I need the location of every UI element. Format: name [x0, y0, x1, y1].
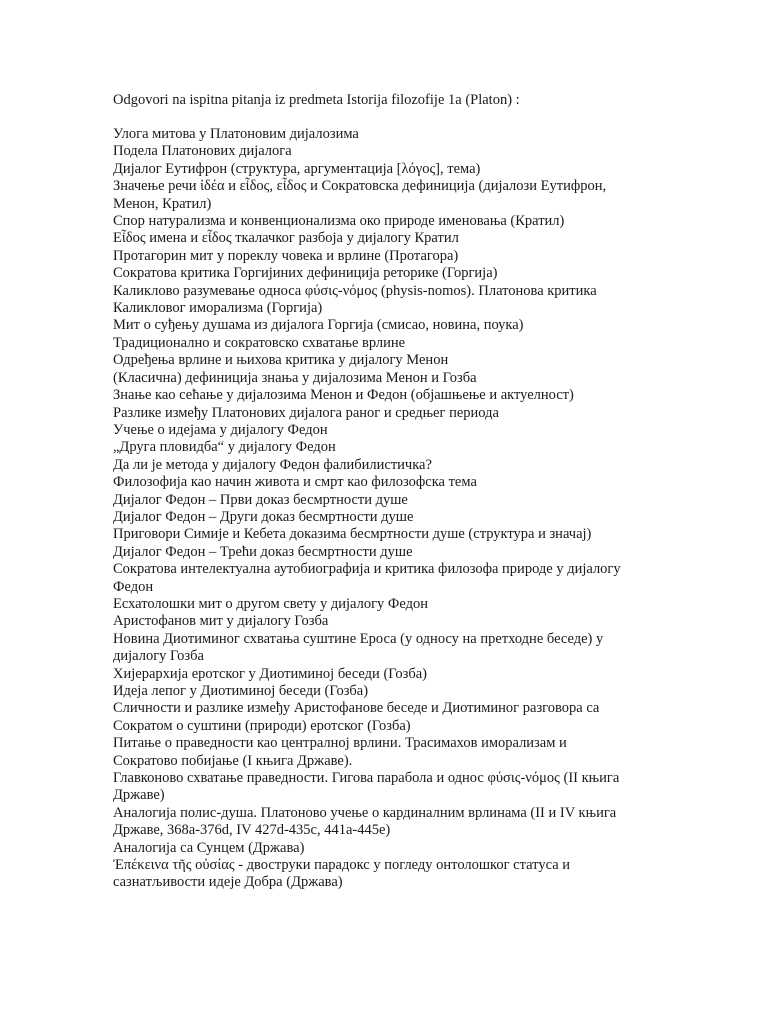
question-line: Знање као сећање у дијалозима Менон и Федон (објашњење и актуелност)	[113, 387, 574, 404]
exam-question	[113, 700, 673, 735]
exam-question	[113, 474, 673, 491]
question-line: Дијалог Еутифрон (структура, аргументација [λόγος], тема)	[113, 160, 481, 177]
exam-question	[113, 457, 673, 474]
question-line: Традиционално и сократовско схватање врлине	[113, 334, 406, 351]
question-line: Одређења врлине и њихова критика у дијалогу Менон	[113, 352, 449, 369]
question-line: Дијалог Федон – Први доказ бесмртности душе	[113, 491, 408, 508]
question-line: Каликлово разумевање односа φύσις-νόμος (physis-nomos). Платонова критика	[113, 282, 597, 299]
question-line: Новина Диотиминог схватања суштине Ероса (у односу на претходне беседе) у	[113, 630, 604, 647]
exam-question	[113, 213, 673, 230]
exam-question	[113, 805, 673, 840]
question-line: Аналогија са Сунцем (Држава)	[113, 839, 305, 856]
exam-question	[113, 770, 673, 805]
question-line: Главконово схватање праведности. Гигова парабола и однос φύσις-νόμος (II књига	[113, 770, 620, 787]
question-line: Значење речи ἰδέα и εἶδος, εἶδος и Сократовска дефиниција (дијалози Еутифрон,	[113, 178, 607, 195]
question-line: Државе)	[113, 787, 165, 804]
question-line: Менон, Кратил)	[113, 195, 212, 212]
question-line: Спор натурализма и конвенционализма око природе именовања (Кратил)	[113, 213, 565, 230]
question-line: Мит о суђењу душама из дијалога Горгија (смисао, новина, поука)	[113, 317, 524, 334]
exam-question	[113, 265, 673, 282]
question-line: Есхатолошки мит о другом свету у дијалогу Федон	[113, 595, 428, 612]
question-line: Εἶδος имена и εἶδος ткалачког разбоја у дијалогу Кратил	[113, 230, 459, 247]
exam-question	[113, 526, 673, 543]
exam-question	[113, 283, 673, 318]
exam-question	[113, 666, 673, 683]
exam-question	[113, 405, 673, 422]
question-line: Сократова интелектуална аутобиографија и критика филозофа природе у дијалогу	[113, 561, 621, 578]
question-line: Да ли је метода у дијалогу Федон фалибилистичка?	[113, 456, 432, 473]
exam-question	[113, 126, 673, 143]
question-line: Протагорин мит у пореклу човека и врлине (Протагора)	[113, 247, 459, 264]
exam-question	[113, 370, 673, 387]
exam-question	[113, 230, 673, 247]
question-line: (Класична) дефиниција знања у дијалозима Менон и Гозба	[113, 369, 477, 386]
exam-question	[113, 422, 673, 439]
question-line: Сократово побијање (I књига Државе).	[113, 752, 353, 769]
question-line: Сличности и разлике између Аристофанове беседе и Диотиминог разговора са	[113, 700, 600, 717]
question-line: Приговори Симије и Кебета доказима бесмртности душе (структура и значај)	[113, 526, 592, 543]
question-line: Питање о праведности као централној врлини. Трасимахов иморализам и	[113, 735, 567, 752]
question-line: Аристофанов мит у дијалогу Гозба	[113, 613, 329, 630]
exam-question	[113, 857, 673, 892]
exam-question	[113, 161, 673, 178]
question-line: Учење о идејама у дијалогу Федон	[113, 421, 328, 438]
exam-question	[113, 387, 673, 404]
question-line: Федон	[113, 578, 154, 595]
question-line: Улога митова у Платоновим дијалозима	[113, 126, 359, 142]
exam-question	[113, 596, 673, 613]
question-list	[113, 126, 673, 892]
question-line: Хијерархија еротског у Диотиминој беседи (Гозба)	[113, 665, 427, 682]
question-line: Сократова критика Горгијиних дефиниција реторике (Горгија)	[113, 265, 498, 282]
question-line: сазнатљивости идеје Добра (Држава)	[113, 874, 343, 891]
exam-question	[113, 178, 673, 213]
exam-question	[113, 683, 673, 700]
exam-question	[113, 631, 673, 666]
question-line: дијалогу Гозба	[113, 648, 204, 665]
question-line: Државе, 368a-376d, IV 427d-435c, 441a-445e)	[113, 822, 391, 839]
question-line: Сократом о суштини (природи) еротског (Гозба)	[113, 717, 411, 734]
question-line: Филозофија као начин живота и смрт као филозофска тема	[113, 474, 477, 491]
exam-question	[113, 561, 673, 596]
question-line: Аналогија полис-душа. Платоново учење о кардиналним врлинама (II и IV књига	[113, 804, 617, 821]
question-line: Подела Платонових дијалога	[113, 143, 292, 160]
exam-question	[113, 509, 673, 526]
exam-question	[113, 248, 673, 265]
question-line: Дијалог Федон – Трећи доказ бесмртности душе	[113, 543, 413, 560]
exam-question	[113, 492, 673, 509]
exam-question	[113, 143, 673, 160]
exam-question	[113, 317, 673, 334]
exam-question	[113, 352, 673, 369]
exam-question	[113, 544, 673, 561]
question-line: Ἐπέκεινα τῆς οὐσίας - двоструки парадокс у погледу онтолошког статуса и	[113, 857, 571, 874]
exam-question	[113, 735, 673, 770]
exam-question	[113, 840, 673, 857]
question-line: Каликловог иморализма (Горгија)	[113, 300, 323, 317]
exam-question	[113, 613, 673, 630]
question-line: Разлике између Платонових дијалога раног и средњег периода	[113, 404, 499, 421]
exam-question	[113, 335, 673, 352]
document-title: Odgovori na ispitna pitanja iz predmeta Istorija filozofije 1a (Platon) :	[113, 92, 520, 108]
question-line: „Друга пловидба“ у дијалогу Федон	[113, 439, 336, 456]
question-line: Дијалог Федон – Други доказ бесмртности душе	[113, 508, 414, 525]
exam-question	[113, 439, 673, 456]
question-line: Идеја лепог у Диотиминој беседи (Гозба)	[113, 683, 369, 699]
